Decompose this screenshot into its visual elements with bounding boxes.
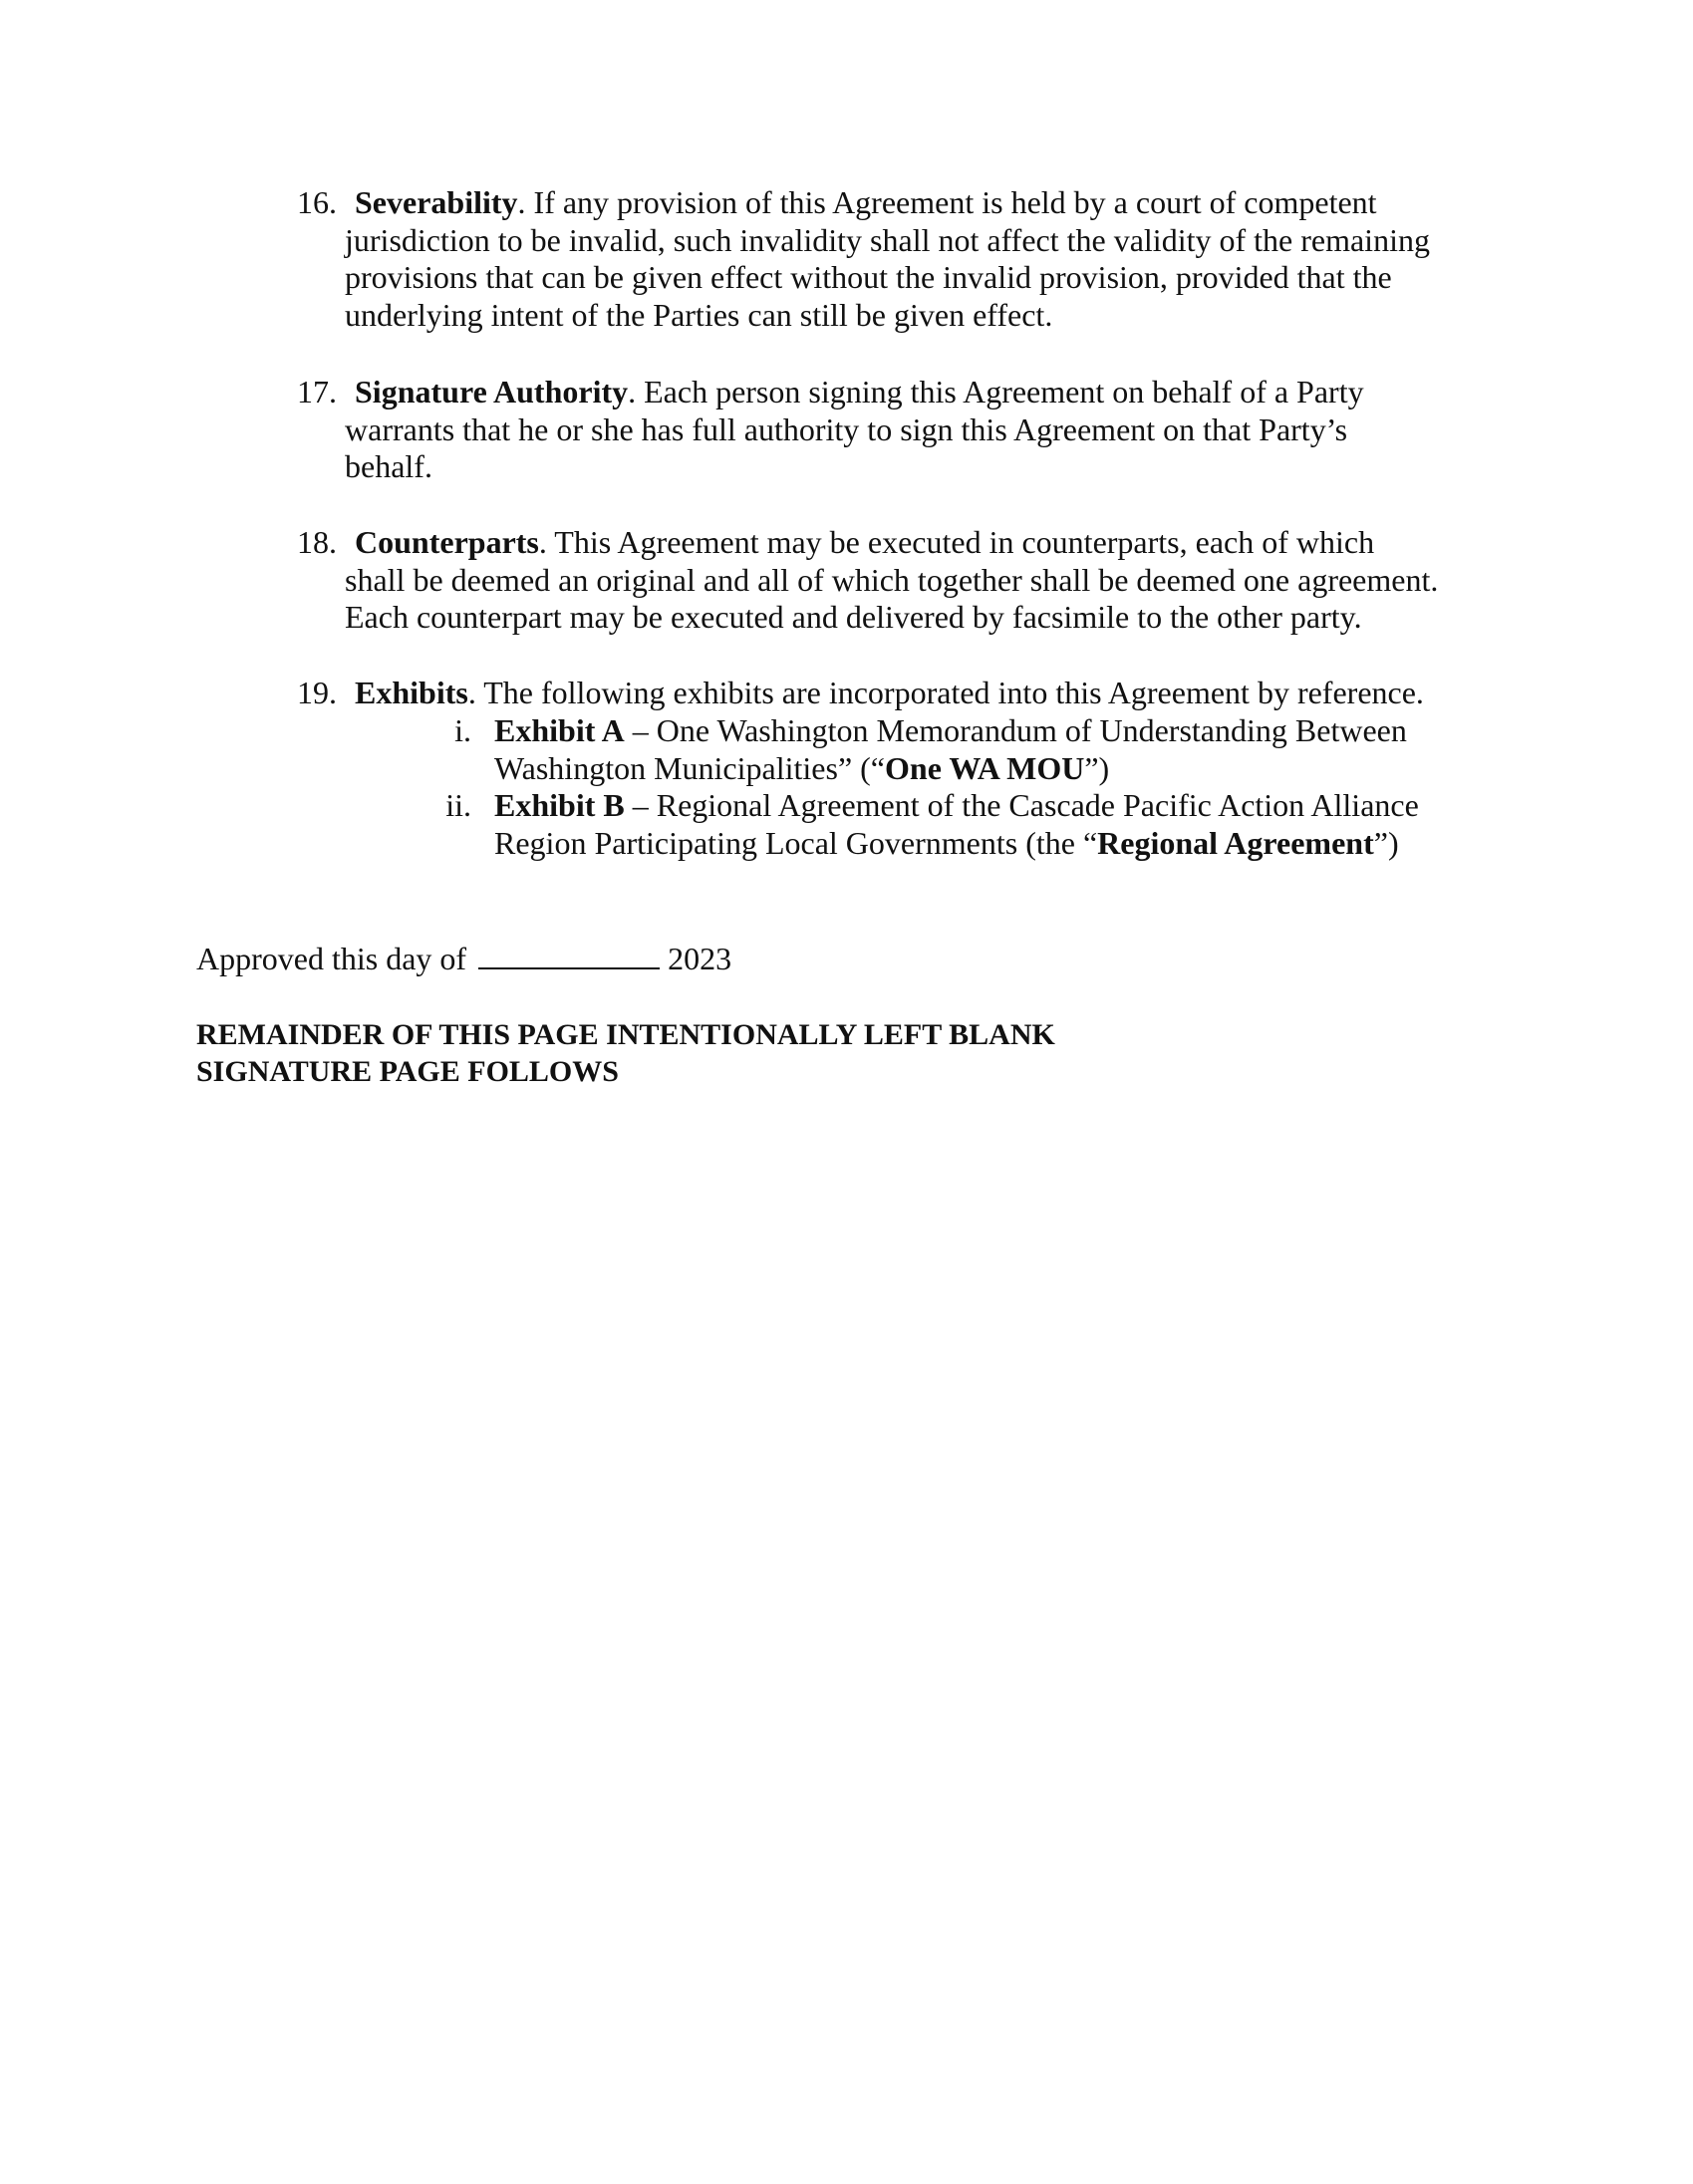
exhibit-numeral: ii. <box>445 787 471 823</box>
section-text: jurisdiction to be invalid, such invalidity shall not affect the validity of the remaining <box>345 221 1430 258</box>
section-text: . If any provision of this Agreement is held by a court of competent <box>517 184 1377 220</box>
section-first-line <box>355 374 1493 411</box>
exhibit-label: Exhibit B <box>494 787 625 823</box>
section-first-line <box>355 675 1493 712</box>
exhibit-text <box>494 712 1491 787</box>
section-first-line <box>355 524 1493 562</box>
section-heading: Exhibits <box>355 675 468 710</box>
approval-line <box>196 941 731 978</box>
exhibit-description: ”) <box>1373 824 1399 861</box>
section-number: 16. <box>297 184 337 220</box>
approval-year: 2023 <box>668 941 732 976</box>
exhibit-numeral: i. <box>454 712 471 748</box>
section-heading: Severability <box>355 184 518 220</box>
page-notice <box>196 1016 1055 1090</box>
exhibit-description: – Regional Agreement of the Cascade Pacific Action Alliance <box>624 787 1419 823</box>
section-text: shall be deemed an original and all of which together shall be deemed one agreement. <box>345 561 1439 598</box>
exhibit-short-name: One WA MOU <box>885 749 1085 786</box>
notice-blank-page: REMAINDER OF THIS PAGE INTENTIONALLY LEFT BLANK <box>196 1018 1055 1051</box>
section-text: . The following exhibits are incorporated into this Agreement by reference. <box>467 675 1424 710</box>
exhibit-description: ”) <box>1084 749 1110 786</box>
section-text: warrants that he or she has full authority to sign this Agreement on that Party’s <box>345 410 1348 447</box>
section-signature-authority <box>297 374 1493 486</box>
section-text: . This Agreement may be executed in counterparts, each of which <box>538 524 1375 560</box>
section-first-line <box>355 184 1493 222</box>
exhibit-label: Exhibit A <box>494 712 625 748</box>
exhibit-description: – One Washington Memorandum of Understanding Between <box>624 712 1407 748</box>
section-number: 18. <box>297 524 337 560</box>
section-text: behalf. <box>345 448 432 484</box>
section-text: underlying intent of the Parties can still be given effect. <box>345 296 1053 333</box>
section-text: Each counterpart may be executed and delivered by facsimile to the other party. <box>345 599 1362 635</box>
exhibit-description: Washington Municipalities” (“ <box>494 749 885 786</box>
date-blank-field[interactable] <box>478 942 660 969</box>
section-heading: Signature Authority <box>355 374 629 410</box>
approval-prefix: Approved this day of <box>196 941 467 976</box>
section-counterparts <box>297 524 1493 637</box>
section-heading: Counterparts <box>355 524 539 560</box>
exhibit-text <box>494 787 1491 862</box>
section-exhibits <box>297 675 1493 712</box>
section-number: 19. <box>297 675 337 710</box>
exhibit-short-name: Regional Agreement <box>1097 824 1374 861</box>
section-text: provisions that can be given effect without the invalid provision, provided that the <box>345 259 1392 295</box>
section-severability <box>297 184 1493 334</box>
section-text: . Each person signing this Agreement on behalf of a Party <box>628 374 1364 410</box>
notice-signature-follows: SIGNATURE PAGE FOLLOWS <box>196 1055 619 1088</box>
exhibit-description: Region Participating Local Governments (the “ <box>494 824 1098 861</box>
section-number: 17. <box>297 374 337 410</box>
